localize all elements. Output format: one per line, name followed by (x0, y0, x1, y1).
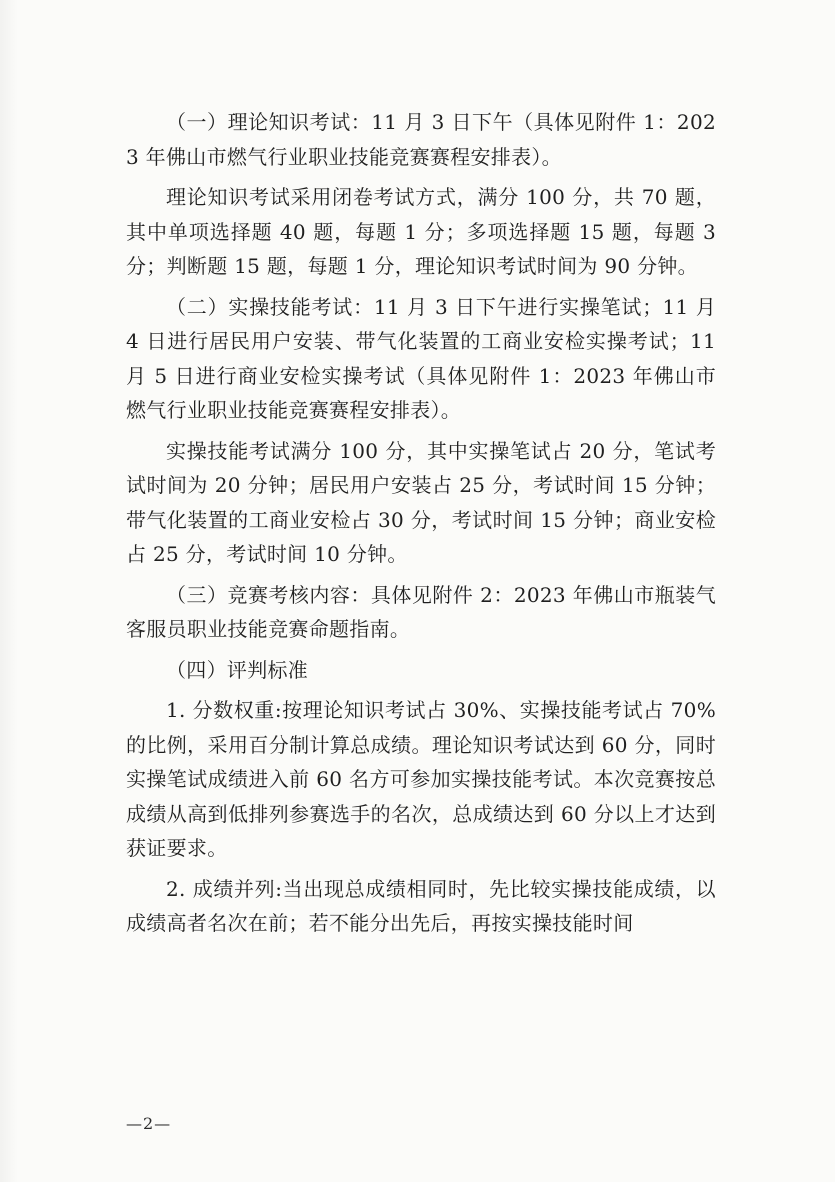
tie-rule: 2. 成绩并列:当出现总成绩相同时，先比较实操技能成绩，以成绩高者名次在前；若不能分出先后，再按实操技能时间 (126, 876, 716, 935)
body-text (126, 105, 716, 947)
section-3-content: （三）竞赛考核内容：具体见附件 2：2023 年佛山市瓶装气客服员职业技能竞赛命题指南。 (126, 582, 716, 641)
section-4-title: （四）评判标准 (166, 657, 309, 682)
practical-exam-details: 实操技能考试满分 100 分，其中实操笔试占 20 分，笔试考试时间为 20 分钟；居民用户安装占 25 分，考试时间 15 分钟；带气化装置的工商业安检占 30 分，考试时间 15 分钟；商业安检占 25 分，考试时间 10 分钟。 (126, 438, 716, 566)
theory-exam-details: 理论知识考试采用闭卷考试方式，满分 100 分，共 70 题，其中单项选择题 40 题，每题 1 分；多项选择题 15 题，每题 3 分；判断题 15 题，每题 1 分，理论知识考试时间为 90 分钟。 (126, 185, 716, 278)
section-2-practical-exam: （二）实操技能考试：11 月 3 日下午进行实操笔试；11 月 4 日进行居民用户安装、带气化装置的工商业安检实操考试；11 月 5 日进行商业安检实操考试（具体见附件 1：2023 年佛山市燃气行业职业技能竞赛赛程安排表）。 (126, 294, 716, 422)
section-1-theory-exam: （一）理论知识考试：11 月 3 日下午（具体见附件 1：2023 年佛山市燃气行业职业技能竞赛赛程安排表）。 (126, 110, 716, 169)
page-number: —2— (126, 1114, 172, 1133)
score-weighting: 1. 分数权重:按理论知识考试占 30%、实操技能考试占 70%的比例，采用百分制计算总成绩。理论知识考试达到 60 分，同时实操笔试成绩进入前 60 名方可参加实操技能考试。本次竞赛按总成绩从高到低排列参赛选手的名次，总成绩达到 60 分以上才达到获证要求。 (126, 698, 716, 860)
scan-shadow (0, 0, 18, 1182)
